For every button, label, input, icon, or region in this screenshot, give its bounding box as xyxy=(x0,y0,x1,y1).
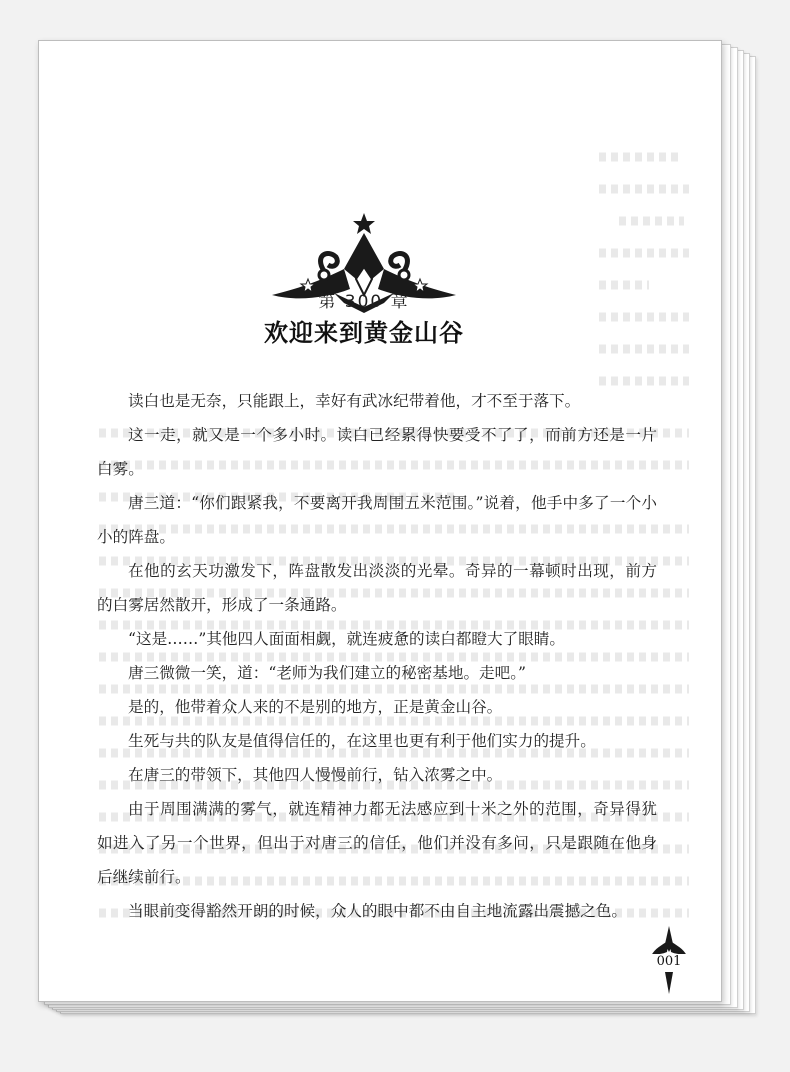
paragraph: 生死与共的队友是值得信任的，在这里也更有利于他们实力的提升。 xyxy=(128,732,596,750)
paragraph: 是的，他带着众人来的不是别的地方，正是黄金山谷。 xyxy=(128,698,503,716)
paragraph: 这一走，就又是一个多小时。读白已经累得快要受不了了，而前方还是一片白雾。 xyxy=(97,426,657,478)
paragraph: “这是……”其他四人面面相觑，就连疲惫的读白都瞪大了眼睛。 xyxy=(128,630,565,648)
paragraph: 唐三道：“你们跟紧我，不要离开我周围五米范围。”说着，他手中多了一个小小的阵盘。 xyxy=(97,494,657,546)
paragraph: 在他的玄天功激发下，阵盘散发出淡淡的光晕。奇异的一幕顿时出现，前方的白雾居然散开，形成了一条通路。 xyxy=(97,562,657,614)
paragraph: 读白也是无奈，只能跟上，幸好有武冰纪带着他，才不至于落下。 xyxy=(128,392,581,410)
chapter-body xyxy=(97,384,657,928)
chapter-number: 第 300 章 xyxy=(318,292,410,312)
page-number: 001 xyxy=(643,954,695,969)
paragraph: 由于周围满满的雾气，就连精神力都无法感应到十米之外的范围，奇异得犹如进入了另一个世界，但出于对唐三的信任，他们并没有多问，只是跟随在他身后继续前行。 xyxy=(97,800,657,886)
book-page xyxy=(38,40,722,1002)
paragraph: 当眼前变得豁然开朗的时候，众人的眼中都不由自主地流露出震撼之色。 xyxy=(128,902,628,920)
paragraph: 在唐三的带领下，其他四人慢慢前行，钻入浓雾之中。 xyxy=(128,766,503,784)
paragraph: 唐三微微一笑，道：“老师为我们建立的秘密基地。走吧。” xyxy=(128,664,526,682)
chapter-title: 欢迎来到黄金山谷 xyxy=(264,319,464,347)
